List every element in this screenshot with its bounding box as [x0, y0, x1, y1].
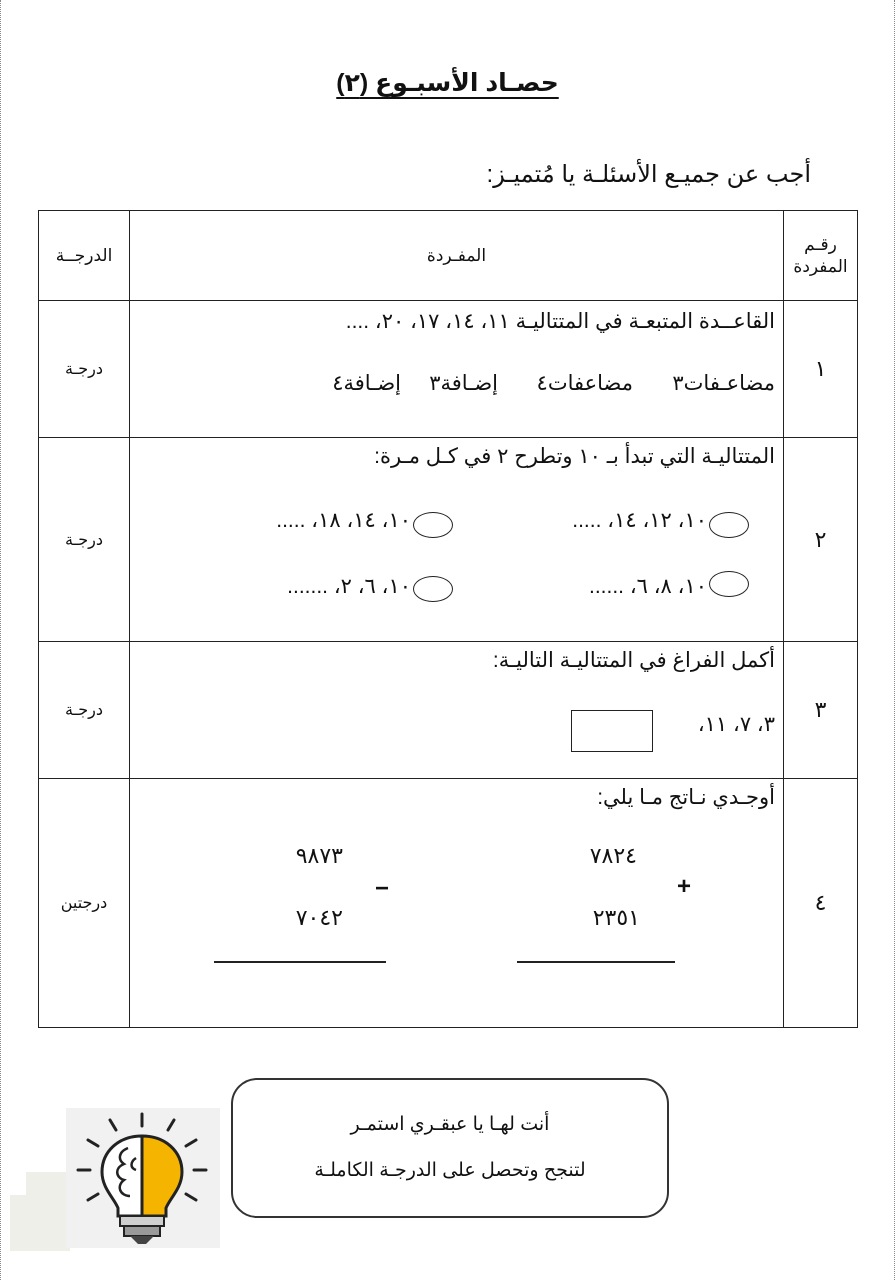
note-line-2: لتنجح وتحصل على الدرجـة الكاملـة — [314, 1160, 586, 1181]
grade-cell: درجتين — [39, 779, 130, 1028]
subtraction-bottom: ٧٠٤٢ — [295, 905, 343, 930]
question-cell — [130, 779, 784, 1028]
option-c-circle[interactable] — [709, 571, 749, 597]
subtraction-top: ٩٨٧٣ — [295, 843, 343, 868]
option-a[interactable]: ١٠، ١٢، ١٤، ..... — [572, 509, 707, 532]
option-b[interactable]: مضاعفات٤ — [536, 372, 633, 395]
question-text: القاعــدة المتبعـة في المتتاليـة ١١، ١٤، ١٧، ٢٠، .... — [345, 310, 775, 333]
header-item: المفـردة — [130, 211, 784, 301]
row-number: ٤ — [784, 779, 858, 1028]
option-a[interactable]: مضاعـفات٣ — [672, 372, 775, 395]
page-title: حصـاد الأسبـوع (٢) — [336, 69, 559, 97]
question-cell — [130, 301, 784, 438]
grade-cell: درجـة — [39, 301, 130, 438]
minus-sign: − — [374, 875, 389, 902]
grade-cell: درجـة — [39, 642, 130, 779]
note-line-1: أنت لهـا يا عبقـري استمـر — [350, 1114, 550, 1135]
option-a-circle[interactable] — [709, 512, 749, 538]
instructions: أجب عن جميـع الأسئلـة يا مُتميـز: — [486, 161, 811, 188]
lightbulb-icon — [66, 1108, 220, 1248]
question-text: المتتاليـة التي تبدأ بـ ١٠ وتطرح ٢ في كـل مـرة: — [374, 445, 775, 468]
decorative-block — [26, 1172, 70, 1202]
option-b-circle[interactable] — [413, 512, 453, 538]
page-border-left — [0, 0, 1, 1280]
option-c[interactable]: إضـافة٣ — [429, 372, 498, 395]
option-b[interactable]: ١٠، ١٤، ١٨، ..... — [276, 509, 411, 532]
table-header-row — [39, 211, 858, 301]
table-row — [39, 642, 858, 779]
grade-cell: درجـة — [39, 438, 130, 642]
addition-top: ٧٨٢٤ — [589, 843, 637, 868]
sequence-text: ٣، ٧، ١١، — [697, 713, 775, 736]
option-d-circle[interactable] — [413, 576, 453, 602]
addition-bottom: ٢٣٥١ — [592, 905, 640, 930]
question-cell — [130, 642, 784, 779]
table-row — [39, 438, 858, 642]
question-text: أكمل الفراغ في المتتاليـة التاليـة: — [492, 649, 775, 672]
table-row — [39, 779, 858, 1028]
subtraction-answer-line[interactable] — [214, 961, 386, 963]
row-number: ١ — [784, 301, 858, 438]
lightbulb-brain-logo — [66, 1108, 220, 1248]
header-grade: الدرجــة — [39, 211, 130, 301]
question-cell — [130, 438, 784, 642]
plus-sign: + — [676, 873, 691, 900]
table-row — [39, 301, 858, 438]
decorative-block — [10, 1195, 70, 1251]
header-item-number: رقـم المفردة — [784, 211, 858, 301]
option-c[interactable]: ١٠، ٨، ٦، ...... — [589, 575, 707, 598]
option-d[interactable]: إضـافة٤ — [332, 372, 401, 395]
motivation-note — [231, 1078, 669, 1218]
question-text: أوجـدي نـاتج مـا يلي: — [597, 786, 775, 809]
addition-answer-line[interactable] — [517, 961, 675, 963]
answer-box[interactable] — [571, 710, 653, 752]
option-d[interactable]: ١٠، ٦، ٢، ....... — [287, 575, 411, 598]
row-number: ٣ — [784, 642, 858, 779]
questions-table — [38, 210, 858, 1028]
row-number: ٢ — [784, 438, 858, 642]
